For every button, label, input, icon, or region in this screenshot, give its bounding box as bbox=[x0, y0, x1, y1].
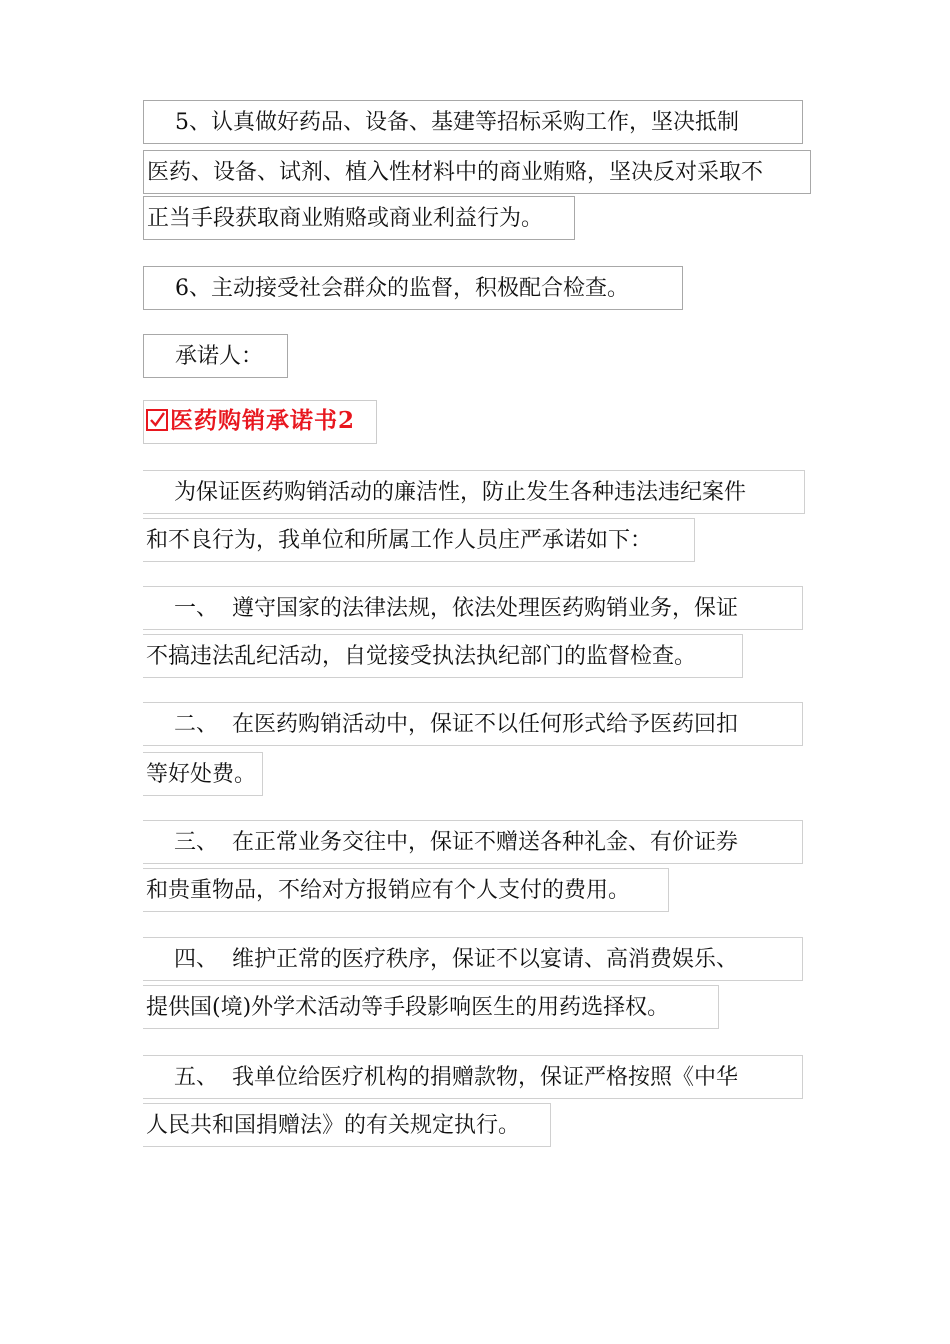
item5-line2: 医药、设备、试剂、植入性材料中的商业贿赂，坚决反对采取不 bbox=[143, 150, 811, 194]
clause5-line2: 人民共和国捐赠法》的有关规定执行。 bbox=[143, 1103, 551, 1147]
section-heading bbox=[143, 400, 377, 444]
item6-line: 6、主动接受社会群众的监督，积极配合检查。 bbox=[143, 266, 683, 310]
clause1-line1: 一、 遵守国家的法律法规，依法处理医药购销业务，保证 bbox=[143, 586, 803, 630]
intro-line2: 和不良行为，我单位和所属工作人员庄严承诺如下： bbox=[143, 518, 695, 562]
item5-line1: 5、认真做好药品、设备、基建等招标采购工作，坚决抵制 bbox=[143, 100, 803, 144]
checkbox-checked-icon bbox=[146, 409, 168, 431]
intro-line1: 为保证医药购销活动的廉洁性，防止发生各种违法违纪案件 bbox=[143, 470, 805, 514]
clause2-line1: 二、 在医药购销活动中，保证不以任何形式给予医药回扣 bbox=[143, 702, 803, 746]
clause3-line2: 和贵重物品，不给对方报销应有个人支付的费用。 bbox=[143, 868, 669, 912]
clause2-line2: 等好处费。 bbox=[143, 752, 263, 796]
clause5-line1: 五、 我单位给医疗机构的捐赠款物，保证严格按照《中华 bbox=[143, 1055, 803, 1099]
signer-label: 承诺人： bbox=[143, 334, 288, 378]
clause3-line1: 三、 在正常业务交往中，保证不赠送各种礼金、有价证券 bbox=[143, 820, 803, 864]
item5-line3: 正当手段获取商业贿赂或商业利益行为。 bbox=[143, 196, 575, 240]
clause4-line2: 提供国(境)外学术活动等手段影响医生的用药选择权。 bbox=[143, 985, 719, 1029]
clause1-line2: 不搞违法乱纪活动，自觉接受执法执纪部门的监督检查。 bbox=[143, 634, 743, 678]
clause4-line1: 四、 维护正常的医疗秩序，保证不以宴请、高消费娱乐、 bbox=[143, 937, 803, 981]
section-heading-text: 医药购销承诺书2 bbox=[170, 407, 356, 434]
